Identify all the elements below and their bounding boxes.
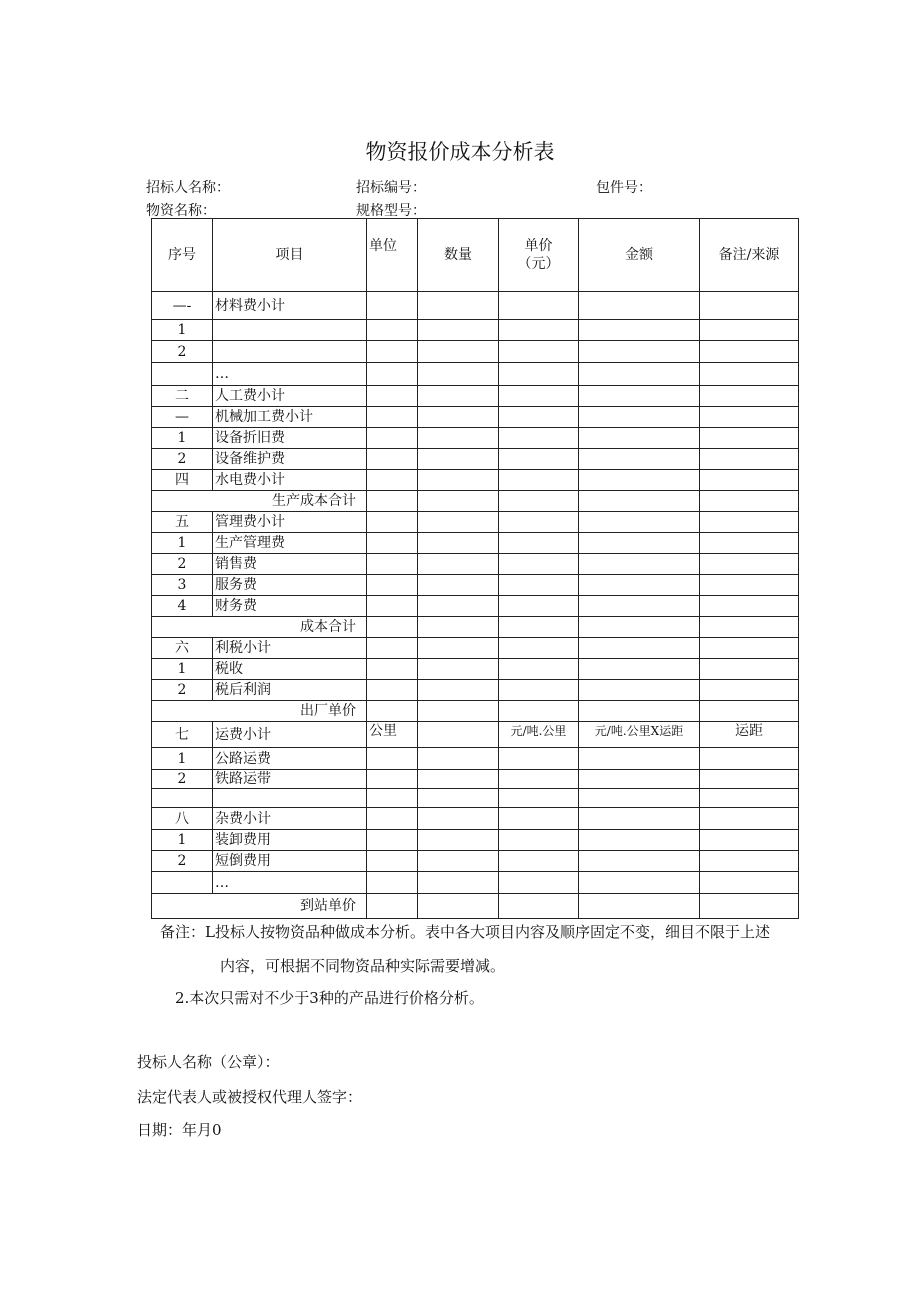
table-row (152, 386, 799, 407)
page-title: 物资报价成本分析表 (365, 140, 555, 164)
amount-cell (579, 659, 700, 680)
qty-cell (418, 770, 499, 789)
seq-cell (152, 789, 213, 808)
item-cell: 杂费小计 (213, 808, 367, 830)
cost-analysis-table (151, 218, 799, 919)
table-row (152, 533, 799, 554)
item-cell: 短倒费用 (213, 851, 367, 872)
unit-cell (367, 830, 418, 851)
unit-cell (367, 512, 418, 533)
unit-cell (367, 533, 418, 554)
price-cell (499, 638, 579, 659)
qty-cell (418, 341, 499, 363)
item-cell: 运费小计 (213, 722, 367, 748)
unit-cell (367, 701, 418, 722)
table-header-row (152, 219, 799, 292)
item-cell: … (213, 363, 367, 386)
tender-no-label: 招标编号： (356, 180, 426, 196)
seq-cell: 2 (152, 554, 213, 575)
table-row (152, 341, 799, 363)
note-cell (700, 320, 799, 341)
price-cell (499, 872, 579, 894)
col-qty-header: 数量 (418, 219, 499, 292)
seq-cell: 2 (152, 341, 213, 363)
unit-cell (367, 491, 418, 512)
amount-cell (579, 386, 700, 407)
note-cell (700, 701, 799, 722)
note-cell (700, 292, 799, 320)
amount-cell (579, 512, 700, 533)
amount-cell (579, 894, 700, 919)
price-cell (499, 428, 579, 449)
table-row (152, 512, 799, 533)
item-cell: 税收 (213, 659, 367, 680)
qty-cell (418, 748, 499, 770)
note-cell (700, 851, 799, 872)
price-cell (499, 596, 579, 617)
table-row (152, 770, 799, 789)
seq-cell: 1 (152, 428, 213, 449)
price-cell (499, 533, 579, 554)
unit-cell (367, 748, 418, 770)
seq-cell (152, 363, 213, 386)
table-row (152, 701, 799, 722)
price-cell (499, 851, 579, 872)
note-cell (700, 341, 799, 363)
seq-cell: 七 (152, 722, 213, 748)
item-cell: 铁路运带 (213, 770, 367, 789)
qty-cell (418, 470, 499, 491)
col-unit-header: 单位 (367, 219, 418, 292)
note-cell (700, 575, 799, 596)
amount-cell (579, 292, 700, 320)
item-cell: … (213, 872, 367, 894)
item-cell: 服务费 (213, 575, 367, 596)
unit-cell (367, 341, 418, 363)
item-cell: 水电费小计 (213, 470, 367, 491)
subtotal-label-cell: 到站单价 (152, 894, 367, 919)
item-cell (213, 320, 367, 341)
item-cell (213, 789, 367, 808)
subtotal-label-cell: 出厂单价 (152, 701, 367, 722)
note-cell (700, 830, 799, 851)
amount-cell (579, 428, 700, 449)
item-cell: 设备维护费 (213, 449, 367, 470)
seq-cell: 4 (152, 596, 213, 617)
item-cell: 公路运费 (213, 748, 367, 770)
note-cell (700, 680, 799, 701)
item-cell: 税后利润 (213, 680, 367, 701)
unit-cell (367, 789, 418, 808)
qty-cell (418, 533, 499, 554)
qty-cell (418, 830, 499, 851)
seq-cell: 1 (152, 748, 213, 770)
amount-cell (579, 748, 700, 770)
qty-cell (418, 554, 499, 575)
unit-cell (367, 596, 418, 617)
note-line-2: 内容，可根据不同物资品种实际需要增减。 (220, 957, 506, 975)
amount-cell (579, 680, 700, 701)
seq-cell: — (152, 407, 213, 428)
qty-cell (418, 407, 499, 428)
price-cell (499, 770, 579, 789)
price-cell (499, 512, 579, 533)
seq-cell: 2 (152, 680, 213, 701)
amount-cell (579, 449, 700, 470)
unit-cell (367, 292, 418, 320)
unit-cell (367, 470, 418, 491)
qty-cell (418, 789, 499, 808)
amount-cell (579, 808, 700, 830)
qty-cell (418, 292, 499, 320)
qty-cell (418, 428, 499, 449)
amount-cell (579, 407, 700, 428)
price-cell (499, 470, 579, 491)
seq-cell: 五 (152, 512, 213, 533)
item-cell: 管理费小计 (213, 512, 367, 533)
qty-cell (418, 722, 499, 748)
subtotal-label-cell: 成本合计 (152, 617, 367, 638)
seq-cell: 2 (152, 851, 213, 872)
amount-cell (579, 341, 700, 363)
note-cell (700, 491, 799, 512)
unit-cell (367, 894, 418, 919)
price-cell (499, 292, 579, 320)
price-cell (499, 701, 579, 722)
table-row (152, 292, 799, 320)
table-row (152, 617, 799, 638)
amount-cell (579, 872, 700, 894)
qty-cell (418, 491, 499, 512)
table-row (152, 894, 799, 919)
note-cell (700, 363, 799, 386)
item-cell (213, 341, 367, 363)
item-cell: 机械加工费小计 (213, 407, 367, 428)
col-note-header: 备注/来源 (700, 219, 799, 292)
item-cell: 利税小计 (213, 638, 367, 659)
note-cell (700, 512, 799, 533)
seq-cell: 3 (152, 575, 213, 596)
unit-cell: 公里 (367, 722, 418, 748)
unit-cell (367, 320, 418, 341)
note-cell (700, 894, 799, 919)
table-row (152, 596, 799, 617)
seq-cell: 2 (152, 770, 213, 789)
item-cell: 设备折旧费 (213, 428, 367, 449)
item-cell: 人工费小计 (213, 386, 367, 407)
qty-cell (418, 575, 499, 596)
table-row (152, 638, 799, 659)
qty-cell (418, 851, 499, 872)
price-cell (499, 680, 579, 701)
note-cell (700, 789, 799, 808)
price-cell (499, 449, 579, 470)
seq-cell: 四 (152, 470, 213, 491)
table-row (152, 449, 799, 470)
seq-cell: 1 (152, 659, 213, 680)
table-row (152, 491, 799, 512)
unit-cell (367, 407, 418, 428)
price-cell: 元/吨.公里 (499, 722, 579, 748)
unit-cell (367, 554, 418, 575)
note-cell (700, 470, 799, 491)
price-cell (499, 617, 579, 638)
item-cell: 材料费小计 (213, 292, 367, 320)
amount-cell (579, 491, 700, 512)
note-cell (700, 659, 799, 680)
note-line-1: 备注：L投标人按物资品种做成本分析。表中各大项目内容及顺序固定不变，细目不限于上述 (160, 923, 770, 941)
qty-cell (418, 680, 499, 701)
table-row (152, 851, 799, 872)
amount-cell (579, 363, 700, 386)
unit-cell (367, 386, 418, 407)
note-cell (700, 808, 799, 830)
price-cell (499, 386, 579, 407)
unit-cell (367, 428, 418, 449)
amount-cell: 元/吨.公里X运距 (579, 722, 700, 748)
note-cell (700, 770, 799, 789)
qty-cell (418, 363, 499, 386)
table-row (152, 363, 799, 386)
note-cell (700, 386, 799, 407)
table-row (152, 789, 799, 808)
note-cell (700, 554, 799, 575)
seq-cell: 1 (152, 320, 213, 341)
unit-cell (367, 808, 418, 830)
price-cell (499, 554, 579, 575)
amount-cell (579, 320, 700, 341)
price-cell (499, 341, 579, 363)
qty-cell (418, 596, 499, 617)
amount-cell (579, 533, 700, 554)
qty-cell (418, 659, 499, 680)
table-row (152, 407, 799, 428)
price-cell (499, 407, 579, 428)
amount-cell (579, 789, 700, 808)
unit-cell (367, 638, 418, 659)
unit-cell (367, 851, 418, 872)
qty-cell (418, 449, 499, 470)
table-row (152, 748, 799, 770)
seq-cell: 2 (152, 449, 213, 470)
qty-cell (418, 617, 499, 638)
note-cell (700, 872, 799, 894)
qty-cell (418, 638, 499, 659)
unit-cell (367, 872, 418, 894)
price-cell (499, 808, 579, 830)
table-row (152, 872, 799, 894)
table-row (152, 428, 799, 449)
unit-cell (367, 575, 418, 596)
col-price-header-line2: （元） (517, 256, 560, 272)
seq-cell: —- (152, 292, 213, 320)
note-cell (700, 533, 799, 554)
note-cell (700, 617, 799, 638)
table-row (152, 830, 799, 851)
note-cell (700, 449, 799, 470)
unit-cell (367, 363, 418, 386)
col-price-header-line1: 单价 (524, 238, 553, 254)
table-row (152, 680, 799, 701)
amount-cell (579, 596, 700, 617)
unit-cell (367, 659, 418, 680)
package-no-label: 包件号： (596, 180, 652, 196)
table-row (152, 470, 799, 491)
item-cell: 财务费 (213, 596, 367, 617)
amount-cell (579, 701, 700, 722)
qty-cell (418, 808, 499, 830)
col-seq-header: 序号 (152, 219, 213, 292)
note-line-3: 2.本次只需对不少于3种的产品进行价格分析。 (175, 989, 484, 1007)
seq-cell (152, 872, 213, 894)
table-row (152, 575, 799, 596)
qty-cell (418, 872, 499, 894)
amount-cell (579, 851, 700, 872)
price-cell (499, 789, 579, 808)
seq-cell: 六 (152, 638, 213, 659)
price-cell (499, 363, 579, 386)
note-cell (700, 638, 799, 659)
representative-signature-label: 法定代表人或被授权代理人签字： (137, 1088, 363, 1106)
amount-cell (579, 575, 700, 596)
amount-cell (579, 470, 700, 491)
col-amount-header: 金额 (579, 219, 700, 292)
amount-cell (579, 770, 700, 789)
unit-cell (367, 617, 418, 638)
item-cell: 销售费 (213, 554, 367, 575)
table-row (152, 659, 799, 680)
price-cell (499, 320, 579, 341)
bidder-name-label: 投标人名称（公章）： (137, 1053, 280, 1071)
price-cell (499, 491, 579, 512)
qty-cell (418, 701, 499, 722)
note-cell (700, 748, 799, 770)
seq-cell: 1 (152, 830, 213, 851)
amount-cell (579, 617, 700, 638)
price-cell (499, 894, 579, 919)
qty-cell (418, 320, 499, 341)
qty-cell (418, 386, 499, 407)
qty-cell (418, 894, 499, 919)
note-cell (700, 428, 799, 449)
col-price-header (499, 219, 579, 292)
note-cell (700, 596, 799, 617)
seq-cell: 二 (152, 386, 213, 407)
unit-cell (367, 680, 418, 701)
note-cell: 运距 (700, 722, 799, 748)
amount-cell (579, 638, 700, 659)
col-item-header: 项目 (213, 219, 367, 292)
tender-name-label: 招标人名称： (146, 180, 230, 196)
spec-label: 规格型号： (356, 203, 426, 219)
table-row (152, 320, 799, 341)
amount-cell (579, 830, 700, 851)
unit-cell (367, 449, 418, 470)
seq-cell: 八 (152, 808, 213, 830)
price-cell (499, 575, 579, 596)
subtotal-label-cell: 生产成本合计 (152, 491, 367, 512)
qty-cell (418, 512, 499, 533)
price-cell (499, 748, 579, 770)
date-label: 日期：年月0 (137, 1121, 222, 1139)
price-cell (499, 659, 579, 680)
price-cell (499, 830, 579, 851)
table-row (152, 722, 799, 748)
item-cell: 生产管理费 (213, 533, 367, 554)
table-row (152, 808, 799, 830)
table-row (152, 554, 799, 575)
material-name-label: 物资名称： (146, 203, 216, 219)
amount-cell (579, 554, 700, 575)
seq-cell: 1 (152, 533, 213, 554)
note-cell (700, 407, 799, 428)
item-cell: 装卸费用 (213, 830, 367, 851)
unit-cell (367, 770, 418, 789)
